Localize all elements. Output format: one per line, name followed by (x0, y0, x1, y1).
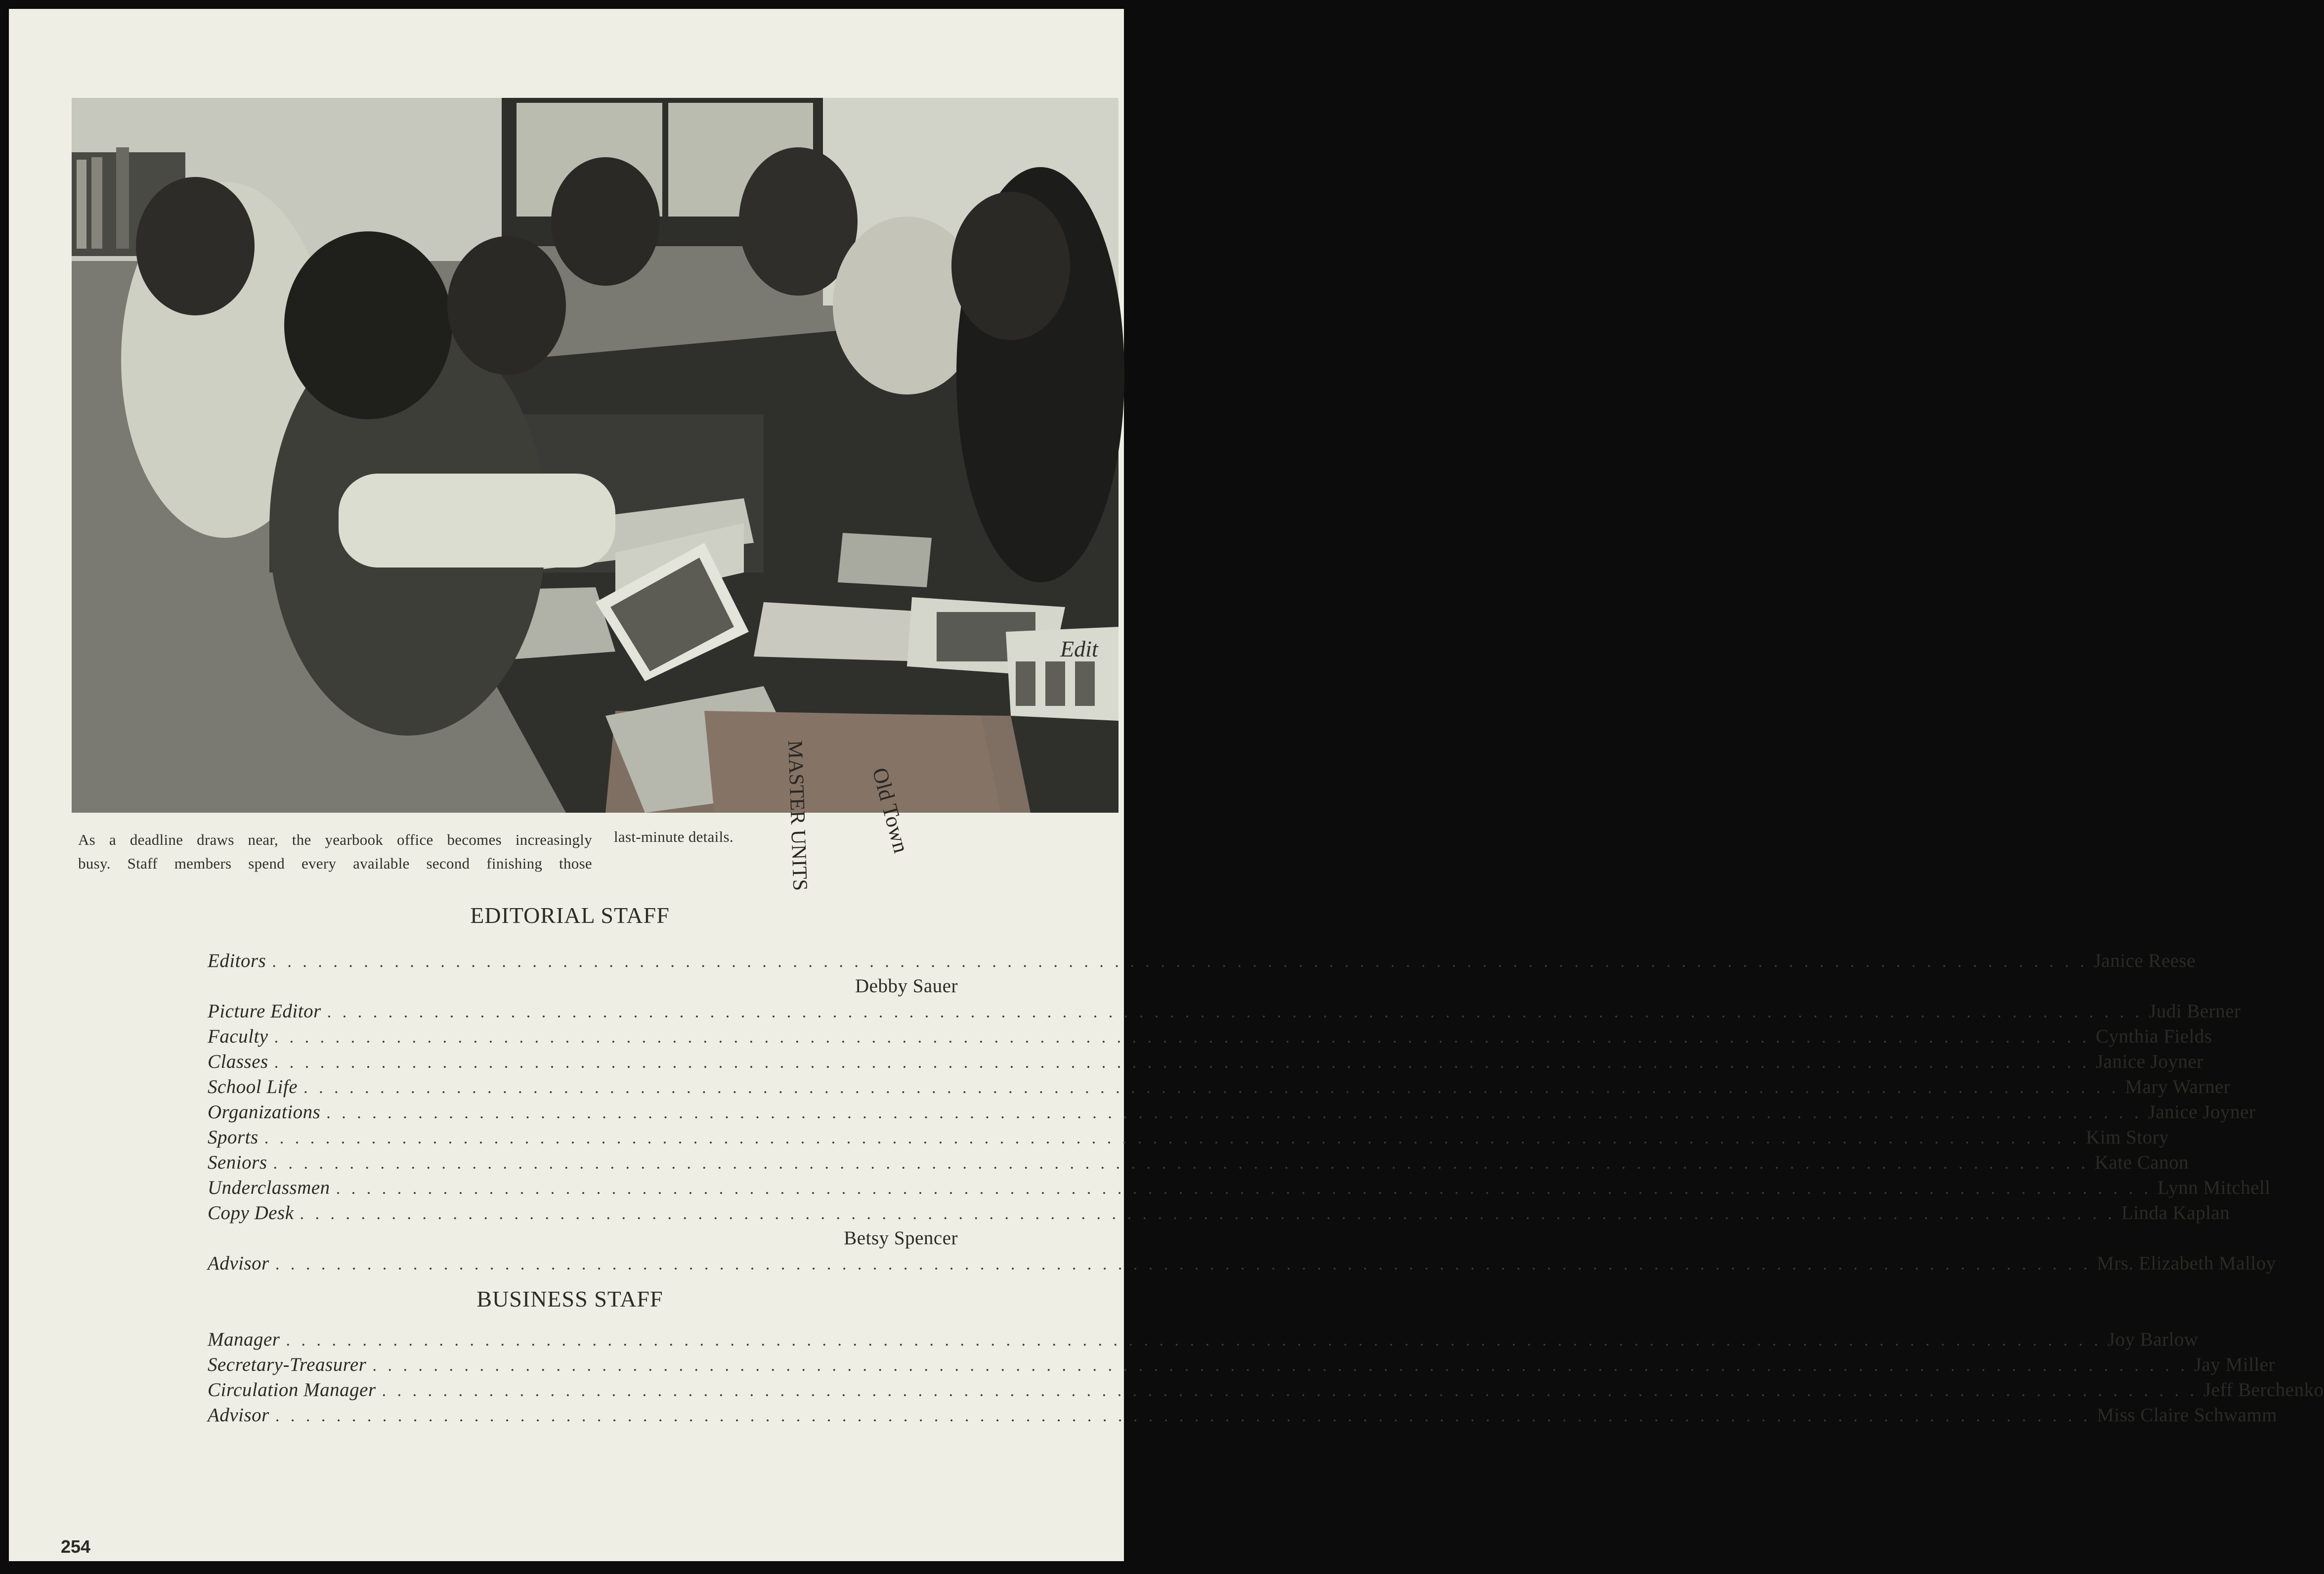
dot-leader (264, 1129, 2080, 1148)
staff-name: Linda Kaplan (2121, 1202, 2230, 1224)
staff-role: Editors (208, 950, 266, 971)
staff-row (208, 1025, 2212, 1050)
dot-leader (336, 1180, 2152, 1198)
dot-leader (273, 1154, 2089, 1173)
staff-name: Joy Barlow (2107, 1329, 2198, 1350)
staff-row (208, 1101, 2256, 1126)
dot-leader (326, 1104, 2142, 1123)
staff-row (208, 1354, 2276, 1379)
business-staff-heading: BUSINESS STAFF (476, 1286, 663, 1312)
staff-role: Sports (208, 1127, 258, 1148)
dot-leader (274, 1053, 2090, 1072)
staff-role: Faculty (208, 1026, 268, 1047)
staff-row (208, 1126, 2169, 1151)
business-staff-list (208, 1328, 2324, 1429)
staff-role: Secretary-Treasurer (208, 1354, 367, 1375)
staff-role: Advisor (208, 1404, 269, 1426)
staff-name: Mary Warner (2125, 1076, 2231, 1097)
staff-row (208, 950, 2196, 975)
dot-leader (275, 1407, 2091, 1426)
dot-leader (372, 1356, 2188, 1375)
staff-name: Cynthia Fields (2096, 1026, 2212, 1047)
staff-row (208, 1151, 2189, 1177)
staff-name: Kate Canon (2095, 1152, 2189, 1173)
staff-name: Lynn Mitchell (2157, 1177, 2271, 1198)
dot-leader (275, 1255, 2091, 1274)
staff-row (208, 1379, 2324, 1404)
staff-name: Kim Story (2086, 1127, 2169, 1148)
dot-leader (303, 1079, 2119, 1097)
staff-row (208, 1076, 2231, 1101)
photo-caption-continued (614, 825, 1009, 849)
staff-name: Janice Reese (2093, 950, 2196, 971)
staff-role: Manager (208, 1329, 280, 1350)
staff-name: Judi Berner (2149, 1001, 2241, 1022)
staff-row (208, 1227, 958, 1252)
editorial-staff-heading: EDITORIAL STAFF (470, 903, 670, 928)
book-brand: Old Town (867, 765, 914, 856)
staff-role: Seniors (208, 1152, 267, 1173)
dot-leader (286, 1331, 2102, 1350)
staff-row (208, 1177, 2271, 1202)
staff-row (208, 1328, 2198, 1354)
staff-role: Organizations (208, 1101, 321, 1123)
staff-name: Mrs. Elizabeth Malloy (2097, 1253, 2276, 1274)
staff-name: Jay Miller (2194, 1354, 2276, 1375)
staff-role: Circulation Manager (208, 1379, 376, 1400)
staff-name: Betsy Spencer (844, 1227, 958, 1249)
staff-role: Advisor (208, 1253, 269, 1274)
folder-label: Edit (1060, 636, 1098, 661)
book-title: MASTER UNITS (783, 740, 812, 891)
staff-row (208, 1000, 2241, 1025)
yearbook-page (9, 9, 2324, 1561)
caption-line-2: busy. Staff members spend every available second finishing those (78, 855, 592, 872)
staff-row (208, 1050, 2203, 1076)
staff-row (208, 1202, 2230, 1227)
staff-role: Picture Editor (208, 1001, 321, 1022)
staff-row (208, 1252, 2276, 1277)
staff-name: Miss Claire Schwamm (2097, 1404, 2278, 1426)
staff-name: Janice Joyner (2148, 1101, 2256, 1123)
staff-name: Debby Sauer (855, 975, 958, 997)
staff-role: Classes (208, 1051, 268, 1072)
staff-role: Underclassmen (208, 1177, 330, 1198)
dot-leader (300, 1205, 2116, 1224)
staff-row (208, 975, 958, 1000)
staff-name: Janice Joyner (2096, 1051, 2203, 1072)
staff-role: School Life (208, 1076, 298, 1097)
dot-leader (272, 953, 2088, 971)
staff-name: Jeff Berchenko (2203, 1379, 2324, 1400)
staff-row (208, 1404, 2278, 1429)
page-number: 254 (61, 1536, 91, 1557)
dot-leader (274, 1028, 2090, 1047)
dot-leader (382, 1382, 2198, 1400)
photo-caption (78, 828, 592, 875)
editorial-staff-list (208, 950, 2276, 1277)
caption-line-3: last-minute details. (614, 828, 733, 845)
staff-role: Copy Desk (208, 1202, 294, 1224)
caption-line-1: As a deadline draws near, the yearbook office becomes increasingly (78, 831, 592, 848)
dot-leader (327, 1003, 2143, 1022)
